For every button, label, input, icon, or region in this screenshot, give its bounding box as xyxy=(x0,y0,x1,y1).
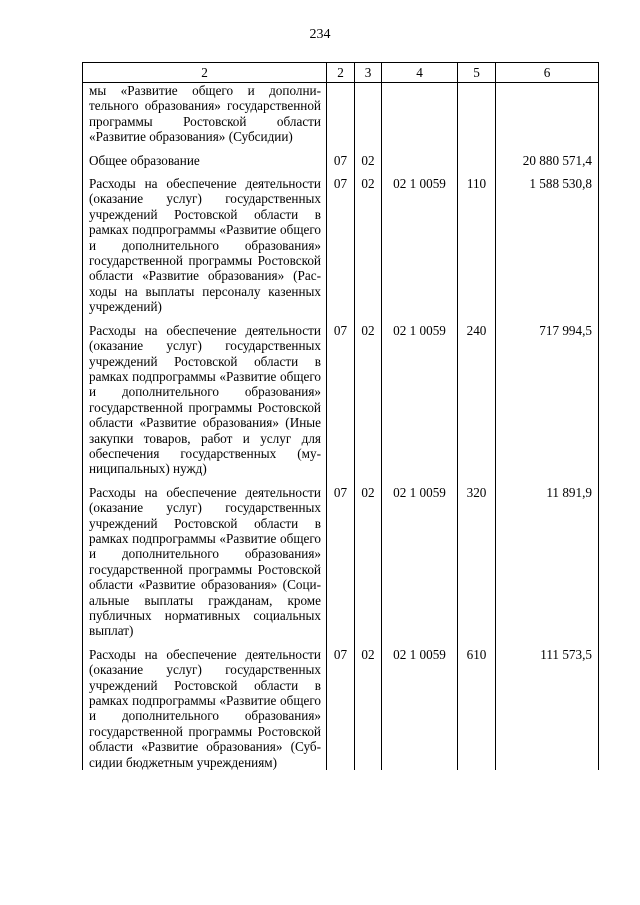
row-amount: 11 891,9 xyxy=(496,477,599,639)
column-header-name: 2 xyxy=(83,63,327,83)
row-expense-type: 110 xyxy=(458,168,496,315)
row-name: Общее образование xyxy=(83,145,327,168)
row-name: Расходы на обеспечение деятельности (оказание услуг) государственных учреждений Ростовской области в рамках подпрограммы «Развитие общего и дополнительного образования» государственной программы Ростовской области «Развитие образования» (Иные закупки товаров, работ и услуг для обеспечения государственных (муниципальных) нужд) xyxy=(83,315,327,477)
row-subsection: 02 xyxy=(355,315,382,477)
table-header-row xyxy=(83,63,599,83)
row-section: 07 xyxy=(327,477,355,639)
row-amount: 1 588 530,8 xyxy=(496,168,599,315)
table-row xyxy=(83,83,599,145)
row-name: Расходы на обеспечение деятельности (оказание услуг) государственных учреждений Ростовской области в рамках подпрограммы «Развитие общего и дополнительного образования» государственной программы Ростовской области «Развитие образования» (Субсидии бюджетным учреждениям) xyxy=(83,639,327,770)
row-name: Расходы на обеспечение деятельности (оказание услуг) государственных учреждений Ростовской области в рамках подпрограммы «Развитие общего и дополнительного образования» государственной программы Ростовской области «Развитие образования» (Расходы на выплаты персоналу казенных учреждений) xyxy=(83,168,327,315)
budget-table xyxy=(82,62,599,770)
row-expense-type xyxy=(458,83,496,145)
row-expense-type: 240 xyxy=(458,315,496,477)
row-amount: 717 994,5 xyxy=(496,315,599,477)
row-amount xyxy=(496,83,599,145)
row-target-article: 02 1 0059 xyxy=(382,639,458,770)
row-subsection: 02 xyxy=(355,477,382,639)
table-row xyxy=(83,315,599,477)
column-header-subsection: 3 xyxy=(355,63,382,83)
row-section: 07 xyxy=(327,145,355,168)
row-target-article xyxy=(382,145,458,168)
page-number: 234 xyxy=(309,27,331,42)
row-amount: 20 880 571,4 xyxy=(496,145,599,168)
row-subsection: 02 xyxy=(355,168,382,315)
row-amount: 111 573,5 xyxy=(496,639,599,770)
row-section: 07 xyxy=(327,315,355,477)
row-section xyxy=(327,83,355,145)
column-header-amount: 6 xyxy=(496,63,599,83)
row-subsection xyxy=(355,83,382,145)
row-expense-type: 320 xyxy=(458,477,496,639)
column-header-section: 2 xyxy=(327,63,355,83)
row-target-article: 02 1 0059 xyxy=(382,477,458,639)
row-expense-type: 610 xyxy=(458,639,496,770)
table-row xyxy=(83,639,599,770)
row-target-article: 02 1 0059 xyxy=(382,168,458,315)
row-section: 07 xyxy=(327,639,355,770)
row-target-article: 02 1 0059 xyxy=(382,315,458,477)
row-target-article xyxy=(382,83,458,145)
table-row xyxy=(83,168,599,315)
table-row xyxy=(83,477,599,639)
row-subsection: 02 xyxy=(355,145,382,168)
row-expense-type xyxy=(458,145,496,168)
column-header-target-article: 4 xyxy=(382,63,458,83)
row-name: Расходы на обеспечение деятельности (оказание услуг) государственных учреждений Ростовской области в рамках подпрограммы «Развитие общего и дополнительного образования» государственной программы Ростовской области «Развитие образования» (Социальные выплаты гражданам, кроме публичных нормативных социальных выплат) xyxy=(83,477,327,639)
column-header-expense-type: 5 xyxy=(458,63,496,83)
row-subsection: 02 xyxy=(355,639,382,770)
row-name: мы «Развитие общего и дополнительного образования» государственной программы Ростовской области «Развитие образования» (Субсидии) xyxy=(83,83,327,145)
row-section: 07 xyxy=(327,168,355,315)
table-row xyxy=(83,145,599,168)
